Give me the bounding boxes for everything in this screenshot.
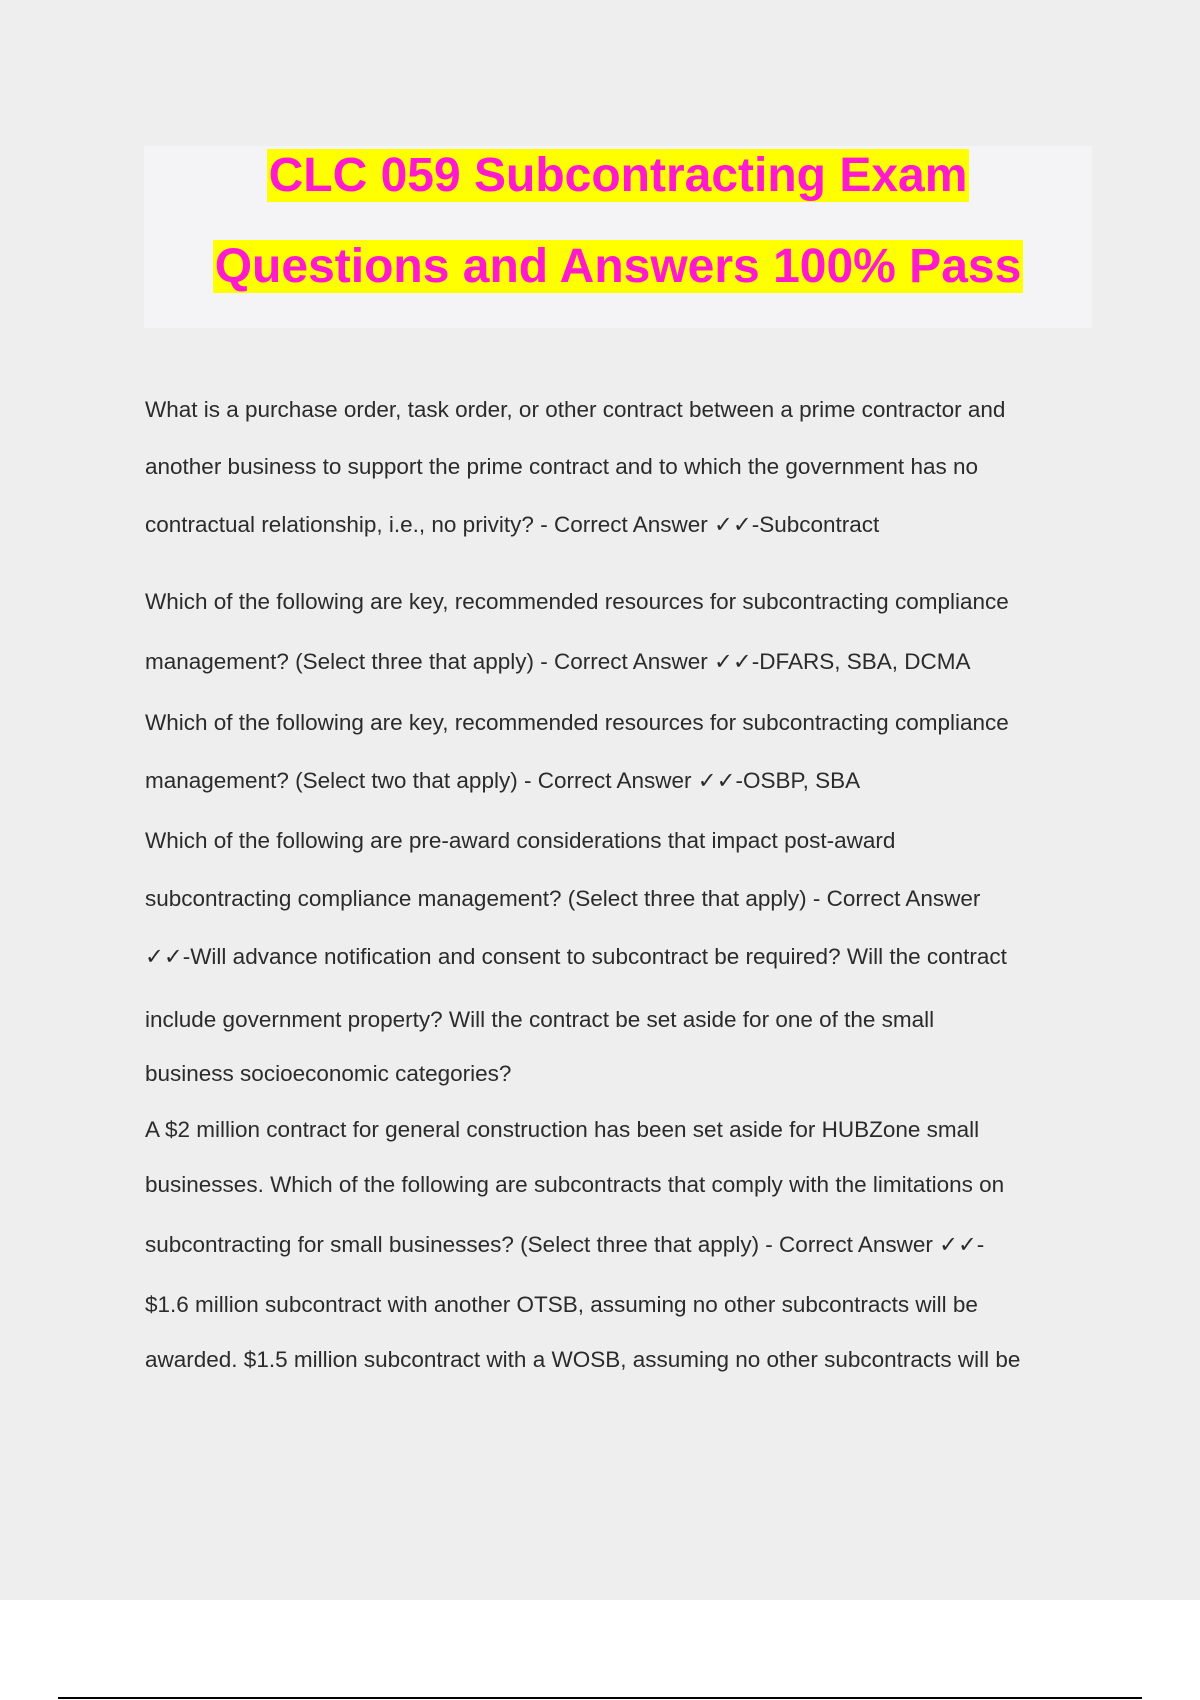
question-1-line-3: contractual relationship, i.e., no privity? - Correct Answer ✓✓-Subcontract [145, 512, 880, 537]
question-5-line-4: $1.6 million subcontract with another OTSB, assuming no other subcontracts will be [145, 1292, 978, 1317]
title-line-1-text: CLC 059 Subcontracting Exam [268, 149, 968, 202]
question-4-line-1: Which of the following are pre-award considerations that impact post-award [145, 828, 896, 853]
question-5-line-2: businesses. Which of the following are subcontracts that comply with the limitations on [145, 1172, 1005, 1197]
title-line-2-text: Questions and Answers 100% Pass [214, 240, 1022, 293]
document-title-line-1 [144, 146, 1092, 206]
question-2-line-2: management? (Select three that apply) - Correct Answer ✓✓-DFARS, SBA, DCMA [145, 649, 971, 674]
question-3-line-1: Which of the following are key, recommended resources for subcontracting compliance [145, 710, 1009, 735]
question-1-line-1: What is a purchase order, task order, or other contract between a prime contractor and [145, 397, 1006, 422]
question-2-line-1: Which of the following are key, recommended resources for subcontracting compliance [145, 589, 1009, 614]
footer-rule [58, 1697, 1142, 1699]
question-4-line-5: business socioeconomic categories? [145, 1061, 512, 1086]
question-4-line-3: ✓✓-Will advance notification and consent to subcontract be required? Will the contract [145, 944, 1007, 969]
question-3-line-2: management? (Select two that apply) - Correct Answer ✓✓-OSBP, SBA [145, 768, 861, 793]
question-4-line-2: subcontracting compliance management? (Select three that apply) - Correct Answer [145, 886, 981, 911]
question-5-line-5: awarded. $1.5 million subcontract with a WOSB, assuming no other subcontracts will be [145, 1347, 1021, 1372]
document-title-line-2 [144, 237, 1092, 297]
question-5-line-1: A $2 million contract for general construction has been set aside for HUBZone small [145, 1117, 980, 1142]
question-4-line-4: include government property? Will the contract be set aside for one of the small [145, 1007, 935, 1032]
question-1-line-2: another business to support the prime contract and to which the government has no [145, 454, 978, 479]
question-5-line-3: subcontracting for small businesses? (Select three that apply) - Correct Answer ✓✓- [145, 1232, 985, 1257]
